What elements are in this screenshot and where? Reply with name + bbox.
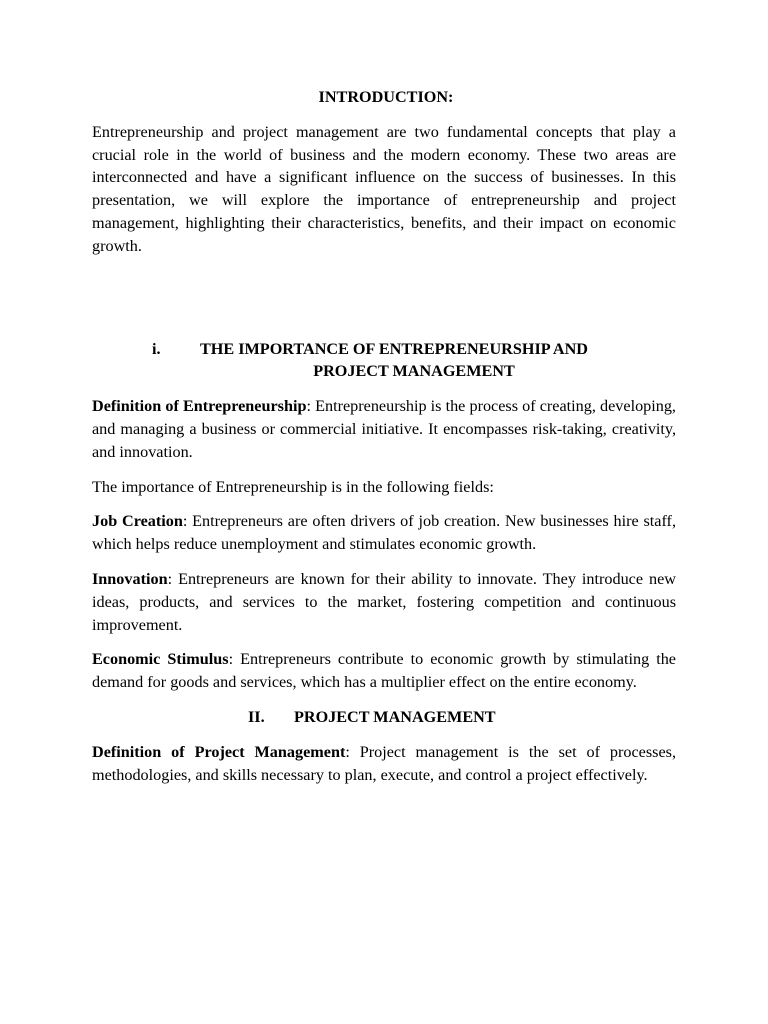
section2-heading [92,706,676,729]
entrepreneurship-definition-text: : Entrepreneurship is the process of creating, developing, and managing a business or commercial initiative. It encompasses risk-taking, creativity, and innovation. [92,397,676,461]
section2-title: PROJECT MANAGEMENT [294,707,496,726]
field-innovation [92,568,676,636]
entrepreneurship-definition [92,395,676,463]
entrepreneurship-definition-label: Definition of Entrepreneurship [92,397,307,416]
field-economic-stimulus-text: : Entrepreneurs contribute to economic growth by stimulating the demand for goods and services, which has a multiplier effect on the entire economy. [92,650,676,692]
fields-intro: The importance of Entrepreneurship is in the following fields: [92,477,494,496]
intro-title: INTRODUCTION: [318,88,454,106]
field-job-creation-label: Job Creation [92,512,183,531]
field-economic-stimulus [92,648,676,694]
field-economic-stimulus-label: Economic Stimulus [92,650,229,669]
field-job-creation-text: : Entrepreneurs are often drivers of job creation. New businesses hire staff, which helps reduce unemployment and stimulates economic growth. [92,512,676,554]
section1-title-line1: THE IMPORTANCE OF ENTREPRENEURSHIP AND [200,339,588,358]
section1-number: i. [152,339,161,358]
section1-title-line2: PROJECT MANAGEMENT [313,362,515,381]
field-innovation-text: : Entrepreneurs are known for their ability to innovate. They introduce new ideas, products, and services to the market, fostering competition and continuous improvement. [92,569,676,634]
project-management-definition-label: Definition of Project Management [92,742,346,761]
intro-paragraph: Entrepreneurship and project management are two fundamental concepts that play a crucial role in the world of business and the modern economy. These two areas are interconnected and have a significant influence on the success of businesses. In this presentation, we will explore the importance of entrepreneurship and project management, highlighting their characteristics, benefits, and their impact on economic growth. [92,122,676,255]
field-job-creation [92,510,676,556]
project-management-definition [92,741,676,787]
project-management-definition-text: : Project management is the set of processes, methodologies, and skills necessary to plan, execute, and control a project effectively. [92,742,676,784]
section1-heading [92,338,676,384]
section2-number: II. [248,707,265,726]
field-innovation-label: Innovation [92,569,168,588]
